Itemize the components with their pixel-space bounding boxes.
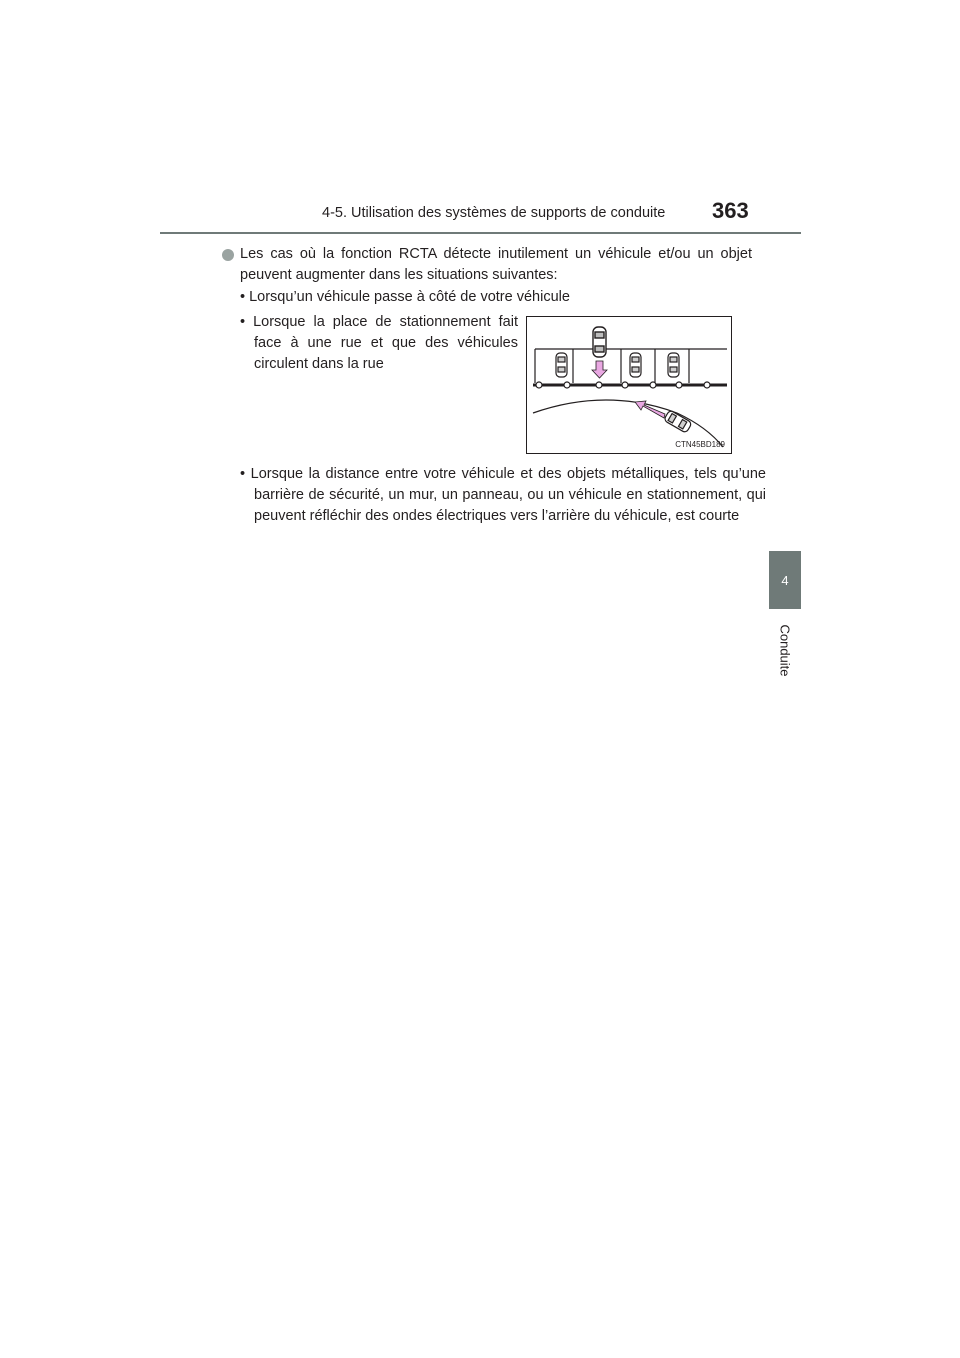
bullet-item bbox=[222, 244, 752, 286]
chapter-label-text: Conduite bbox=[777, 623, 793, 677]
sub-item-passing-vehicle: • Lorsqu’un véhicule passe à côté de votre véhicule bbox=[240, 289, 570, 305]
own-car bbox=[593, 327, 606, 357]
sub-item-parking-facing-street: • Lorsque la place de stationnement fait face à une rue et que des véhicules circulent dans la rue bbox=[240, 314, 518, 372]
parked-car-2 bbox=[630, 353, 641, 377]
approach-arrow bbox=[635, 401, 665, 418]
parking-diagram bbox=[527, 317, 731, 453]
parked-car-3 bbox=[668, 353, 679, 377]
parked-car-1 bbox=[556, 353, 567, 377]
bullet-icon bbox=[222, 249, 234, 261]
chapter-tab bbox=[769, 551, 801, 609]
bullet-text: Les cas où la fonction RCTA détecte inutilement un véhicule et/ou un objet peuvent augmenter dans les situations suivantes: bbox=[240, 246, 752, 283]
sub-item-metal-objects: • Lorsque la distance entre votre véhicule et des objets métalliques, tels qu’une barrière de sécurité, un mur, un panneau, ou un véhicule en stationnement, qui peuvent réfléchir des ondes électriques vers l’arrière du véhicule, est courte bbox=[240, 466, 766, 524]
backing-arrow bbox=[592, 361, 607, 378]
figure-code: CTN45BD189 bbox=[675, 440, 725, 449]
parking-illustration bbox=[526, 316, 732, 454]
page-number: 363 bbox=[712, 198, 749, 223]
chapter-number: 4 bbox=[781, 572, 789, 588]
header-divider bbox=[160, 232, 801, 234]
section-title: 4-5. Utilisation des systèmes de supports de conduite bbox=[322, 205, 666, 221]
chapter-label bbox=[766, 620, 804, 680]
